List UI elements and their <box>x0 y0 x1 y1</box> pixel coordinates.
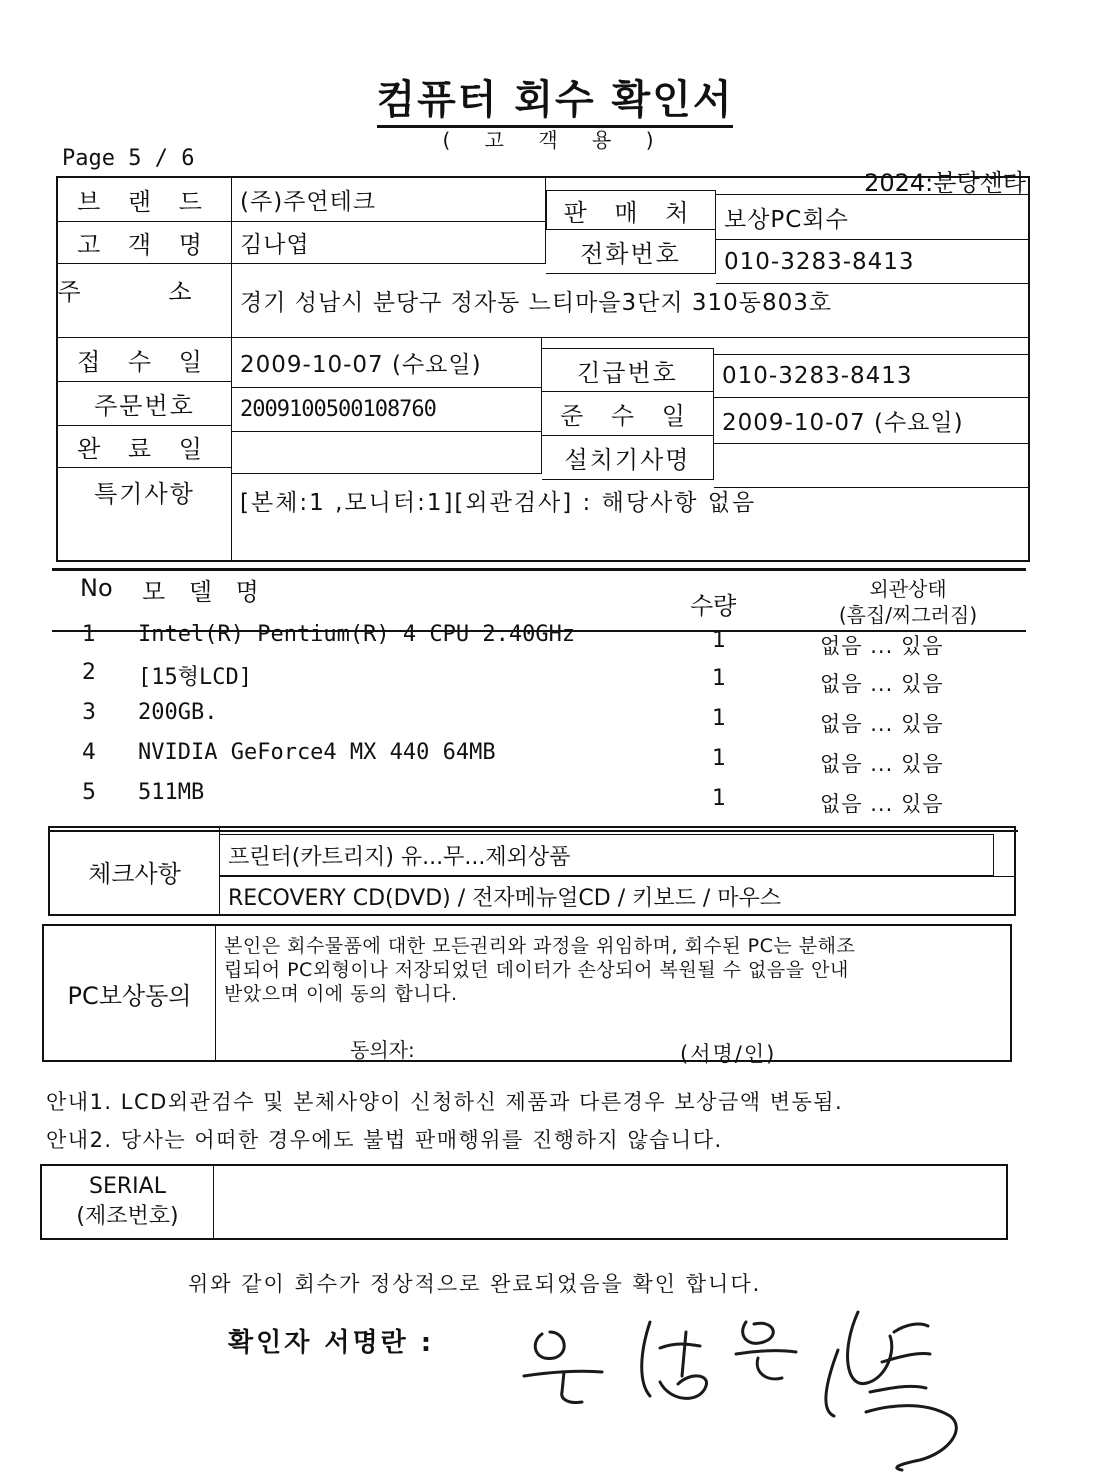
column-model: 모 델 명 <box>142 578 267 606</box>
customer-info-table <box>56 176 1030 562</box>
document-subtitle: ( 고 객 용 ) <box>442 128 668 152</box>
complete-label: 완 료 일 <box>58 426 232 468</box>
column-qty: 수량 <box>690 592 737 620</box>
received-value: 2009-10-07 (수요일) <box>232 338 542 388</box>
signer-label: 확인자 서명란 : <box>228 1328 435 1358</box>
service-center: 2024:분당센타 <box>864 169 1026 197</box>
check-label: 체크사항 <box>50 828 220 914</box>
printer-check-line: 프린터(카트리지) 유...무...제외상품 <box>220 834 994 876</box>
comply-value: 2009-10-07 (수요일) <box>714 398 1028 444</box>
table-row <box>56 656 1026 694</box>
consent-text: 본인은 회수물품에 대한 모든권리와 과정을 위임하며, 회수된 PC는 분해조 립되어 PC외형이나 저장되었던 데이터가 손상되어 복원될 수 없음을 안내 받았으며 이에 동의 합니다. <box>224 935 856 1005</box>
item-no: 3 <box>82 700 96 725</box>
item-qty: 1 <box>712 786 726 811</box>
notice-1: 안내1. LCD외관검수 및 본체사양이 신청하신 제품과 다른경우 보상금액 변동됨. <box>46 1090 844 1114</box>
item-model: 200GB. <box>138 700 218 725</box>
order-value: 2009100500108760 <box>232 388 542 432</box>
order-label: 주문번호 <box>58 382 232 426</box>
comply-label: 준 수 일 <box>542 392 714 436</box>
item-condition: 없음 ... 있음 <box>820 792 944 816</box>
emergency-value: 010-3283-8413 <box>714 354 1028 398</box>
seller-value: 보상PC회수 <box>716 194 1028 240</box>
notes-value: [본체:1 ,모니터:1][외관검사] : 해당사항 없음 <box>240 490 757 516</box>
table-row <box>56 618 1026 656</box>
item-condition: 없음 ... 있음 <box>820 672 944 696</box>
item-no: 5 <box>82 780 96 805</box>
item-qty: 1 <box>712 666 726 691</box>
customer-label: 고 객 명 <box>58 222 232 264</box>
item-no: 2 <box>82 660 96 685</box>
phone-label: 전화번호 <box>546 230 716 274</box>
check-items-box <box>48 826 1016 916</box>
table-row <box>56 776 1026 814</box>
received-label: 접 수 일 <box>58 338 232 382</box>
notice-2: 안내2. 당사는 어떠한 경우에도 불법 판매행위를 진행하지 않습니다. <box>46 1128 723 1152</box>
phone-value: 010-3283-8413 <box>716 240 1028 284</box>
item-qty: 1 <box>712 706 726 731</box>
table-row <box>56 696 1026 734</box>
item-no: 4 <box>82 740 96 765</box>
item-model: 511MB <box>138 780 205 805</box>
seller-label: 판 매 처 <box>546 190 716 230</box>
brand-value: (주)주연테크 <box>232 178 546 222</box>
document-title: 컴퓨터 회수 확인서 <box>0 68 1110 125</box>
serial-label: SERIAL (제조번호) <box>42 1166 214 1238</box>
item-model: NVIDIA GeForce4 MX 440 64MB <box>138 740 496 765</box>
consent-box <box>42 924 1012 1066</box>
serial-box <box>40 1164 1008 1240</box>
page-number: Page 5 / 6 <box>62 146 195 171</box>
confirmation-statement: 위와 같이 회수가 정상적으로 완료되었음을 확인 합니다. <box>188 1272 762 1296</box>
column-appearance: 외관상태 (흠집/찌그러짐) <box>838 577 978 627</box>
handwritten-signature <box>510 1292 990 1472</box>
complete-value <box>232 432 542 474</box>
agreer-label: 동의자: <box>350 1038 415 1062</box>
item-no: 1 <box>82 622 96 647</box>
item-model: Intel(R) Pentium(R) 4 CPU 2.40GHz <box>138 622 576 647</box>
column-no: No <box>80 574 113 602</box>
customer-value: 김나엽 <box>232 222 546 264</box>
item-qty: 1 <box>712 628 726 653</box>
signature-label: (서명/인) <box>680 1042 777 1066</box>
item-condition: 없음 ... 있음 <box>820 712 944 736</box>
item-model: [15형LCD] <box>138 665 252 690</box>
installer-label: 설치기사명 <box>542 436 714 480</box>
notes-label: 특기사항 <box>58 468 232 560</box>
item-condition: 없음 ... 있음 <box>820 752 944 776</box>
emergency-label: 긴급번호 <box>542 348 714 392</box>
address-value: 경기 성남시 분당구 정자동 느티마을3단지 310동803호 <box>232 284 1028 338</box>
item-qty: 1 <box>712 746 726 771</box>
accessory-check-line: RECOVERY CD(DVD) / 전자메뉴얼CD / 키보드 / 마우스 <box>220 876 1016 916</box>
item-condition: 없음 ... 있음 <box>820 634 944 658</box>
consent-label: PC보상동의 <box>44 926 216 1060</box>
address-label: 주 소 <box>58 264 232 338</box>
brand-label: 브 랜 드 <box>58 178 232 222</box>
table-row <box>56 736 1026 774</box>
